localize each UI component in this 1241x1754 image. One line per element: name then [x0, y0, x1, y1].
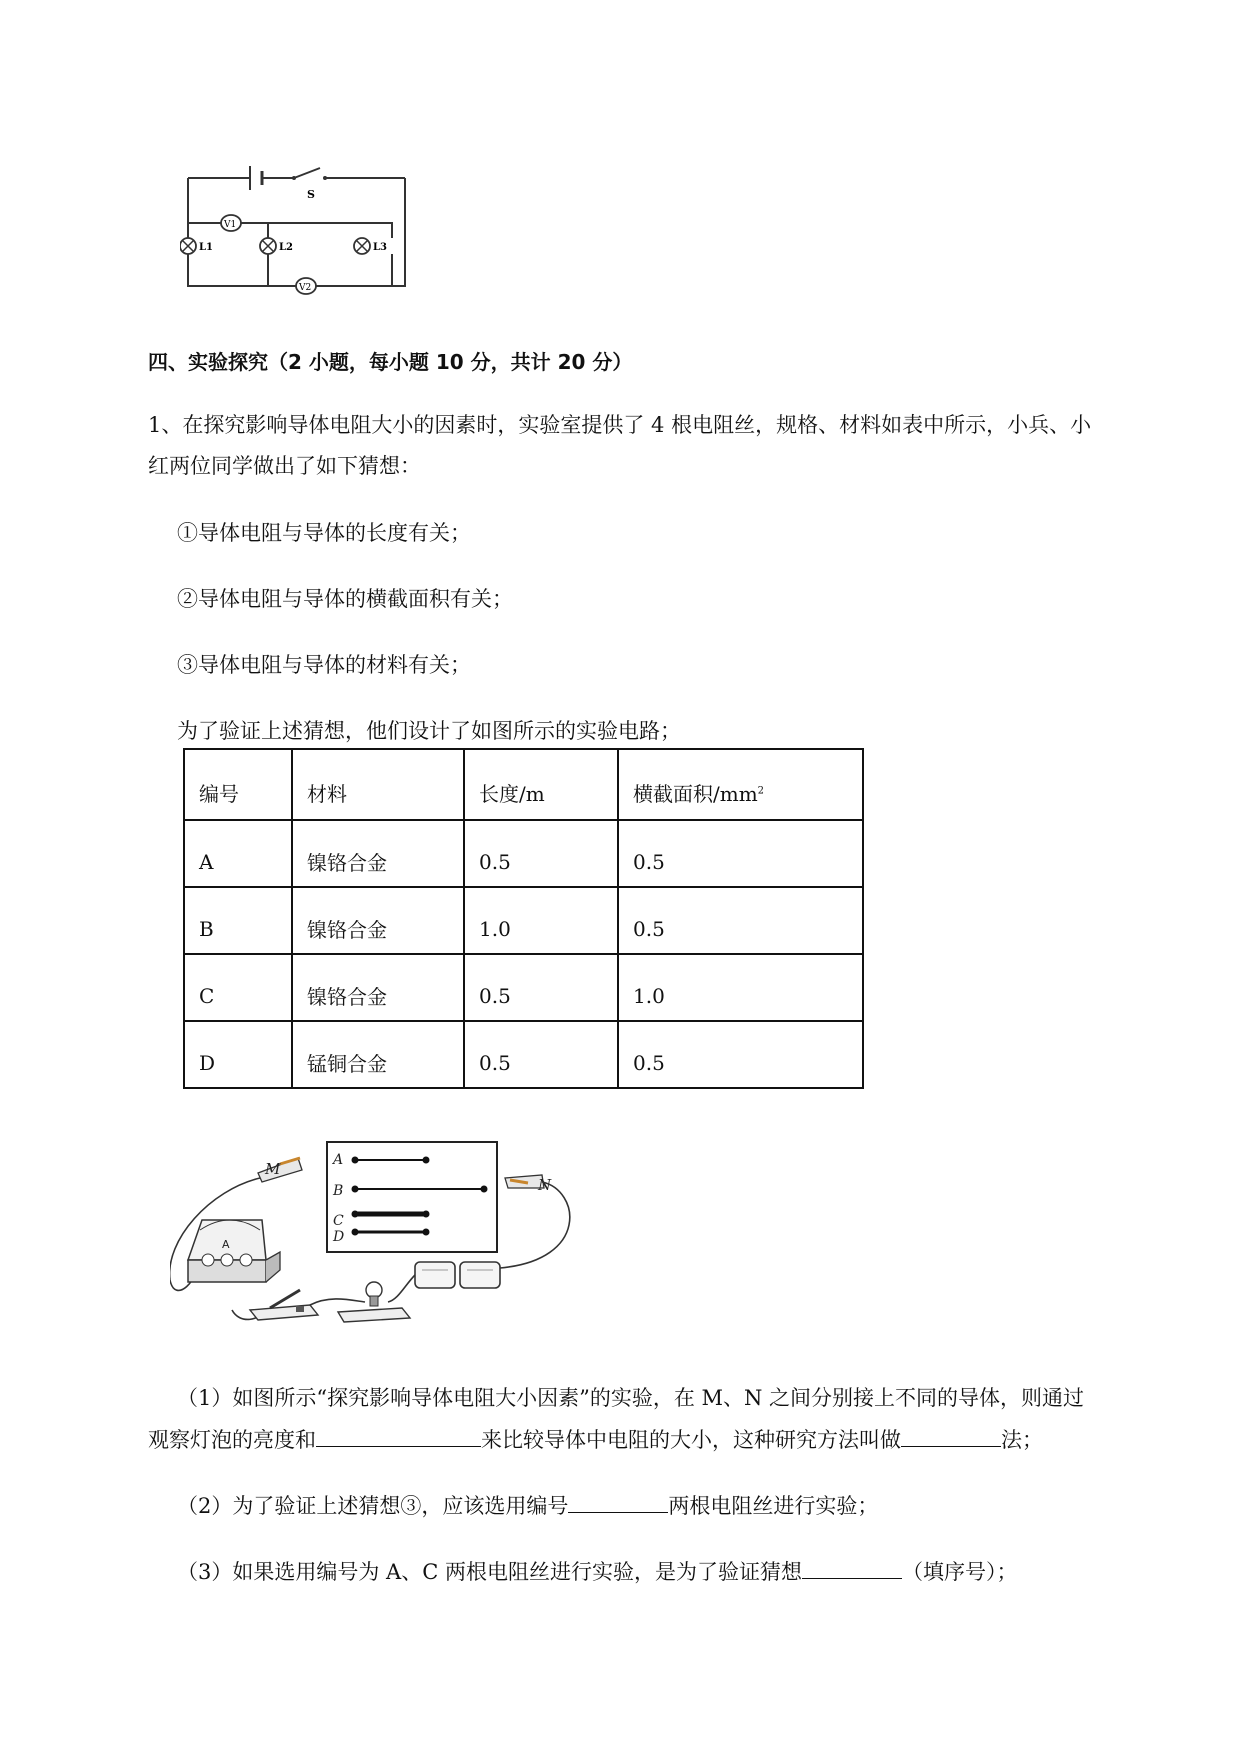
svg-text:A: A: [222, 1238, 230, 1251]
clip-n-icon: [505, 1175, 552, 1194]
svg-text:L3: L3: [373, 242, 387, 253]
header-id: 编号: [184, 749, 292, 820]
svg-text:L2: L2: [279, 242, 293, 253]
question-intro-line1: 1、在探究影响导体电阻大小的因素时，实验室提供了 4 根电阻丝，规格、材料如表中所示，小兵、小: [148, 413, 1092, 437]
subq1-line2: 观察灯泡的亮度和 来比较导体中电阻的大小，这种研究方法叫做 法；: [148, 1424, 1043, 1455]
svg-text:V2: V2: [299, 283, 312, 293]
subq3-line: （3）如果选用编号为 A、C 两根电阻丝进行实验，是为了验证猜想 （填序号）；: [177, 1556, 1017, 1587]
table-row: C 镍铬合金 0.5 1.0: [184, 954, 863, 1021]
answer-blank-3[interactable]: [568, 1490, 668, 1513]
lamp-l1-icon: [180, 238, 213, 254]
table-row: D 锰铜合金 0.5 0.5: [184, 1021, 863, 1088]
circuit-diagram-series-lamps: [180, 160, 420, 300]
table-header-row: [184, 749, 863, 820]
section-heading: 四、实验探究（2 小题，每小题 10 分，共计 20 分）: [148, 350, 633, 374]
answer-blank-1[interactable]: [316, 1424, 481, 1447]
header-material: 材料: [292, 749, 464, 820]
battery-icon: [415, 1262, 500, 1288]
svg-text:L1: L1: [199, 242, 213, 253]
lamp-l2-icon: [260, 238, 293, 254]
svg-text:M: M: [265, 1160, 281, 1178]
header-length: 长度/m: [464, 749, 618, 820]
lamp-l3-icon: [354, 238, 387, 254]
guess-3: ③导体电阻与导体的材料有关；: [177, 653, 471, 677]
experiment-apparatus-diagram: [170, 1130, 590, 1345]
svg-text:N: N: [538, 1176, 552, 1194]
ammeter-icon: [188, 1220, 280, 1282]
header-area: 横截面积$/mm^2$: [618, 749, 863, 820]
subq2-line: （2）为了验证上述猜想③，应该选用编号 两根电阻丝进行实验；: [177, 1490, 878, 1521]
svg-text:V1: V1: [224, 220, 237, 230]
resistance-wire-table: [183, 748, 864, 1089]
wire-label-c: C: [333, 1213, 344, 1229]
guess-2: ②导体电阻与导体的横截面积有关；: [177, 587, 513, 611]
guess-1: ①导体电阻与导体的长度有关；: [177, 521, 471, 545]
wire-label-b: B: [333, 1183, 344, 1199]
bulb-icon: [338, 1282, 410, 1322]
answer-blank-2[interactable]: [901, 1424, 1001, 1447]
table-row: A 镍铬合金 0.5 0.5: [184, 820, 863, 887]
subq1-line1: （1）如图所示“探究影响导体电阻大小因素”的实验，在 M、N 之间分别接上不同的导体，则通过: [177, 1386, 1085, 1410]
voltmeter-v1-icon: [221, 215, 241, 231]
answer-blank-4[interactable]: [802, 1556, 902, 1579]
wire-label-d: D: [333, 1229, 345, 1245]
question-intro-line2: 红两位同学做出了如下猜想：: [148, 454, 421, 478]
table-row: B 镍铬合金 1.0 0.5: [184, 887, 863, 954]
wire-label-a: A: [333, 1152, 344, 1168]
design-text: 为了验证上述猜想，他们设计了如图所示的实验电路；: [177, 719, 681, 743]
voltmeter-v2-icon: [296, 278, 316, 294]
switch-label: S: [307, 188, 315, 201]
clip-m-icon: [258, 1158, 302, 1182]
knife-switch-icon: [250, 1290, 318, 1320]
